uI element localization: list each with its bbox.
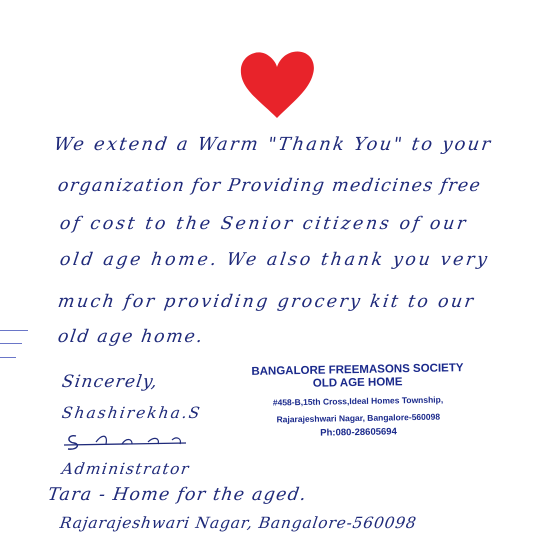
stamp-subtitle: OLD AGE HOME <box>312 376 403 390</box>
stamp-name: BANGALORE FREEMASONS SOCIETY <box>251 362 464 378</box>
signer-name: Shashirekha.S <box>60 404 203 422</box>
heart-icon <box>237 48 317 120</box>
margin-tick <box>0 357 16 358</box>
handwritten-signature <box>62 430 192 454</box>
margin-tick <box>0 343 22 344</box>
letter-line-3: of cost to the Senior citizens of our <box>58 214 470 234</box>
stamp-address-2: Rajarajeshwari Nagar, Bangalore-560098 <box>276 411 441 425</box>
letter-line-2: organization for Providing medicines free <box>56 176 483 196</box>
signer-title: Administrator <box>60 460 191 478</box>
margin-tick <box>0 330 28 331</box>
letter-line-4: old age home. We also thank you very <box>58 250 491 270</box>
address-line: Rajarajeshwari Nagar, Bangalore-560098 <box>58 514 418 532</box>
stamp-address-1: #458-B,15th Cross,Ideal Homes Township, <box>272 394 444 408</box>
organization-stamp <box>232 362 483 441</box>
closing: Sincerely, <box>60 372 160 392</box>
letter-line-5: much for providing grocery kit to our <box>56 292 477 312</box>
letter-line-1: We extend a Warm "Thank You" to your <box>52 134 494 155</box>
letter-line-6: old age home. <box>56 327 205 347</box>
stamp-phone: Ph:080-28605694 <box>320 426 397 439</box>
organization-line: Tara - Home for the aged. <box>46 485 309 505</box>
